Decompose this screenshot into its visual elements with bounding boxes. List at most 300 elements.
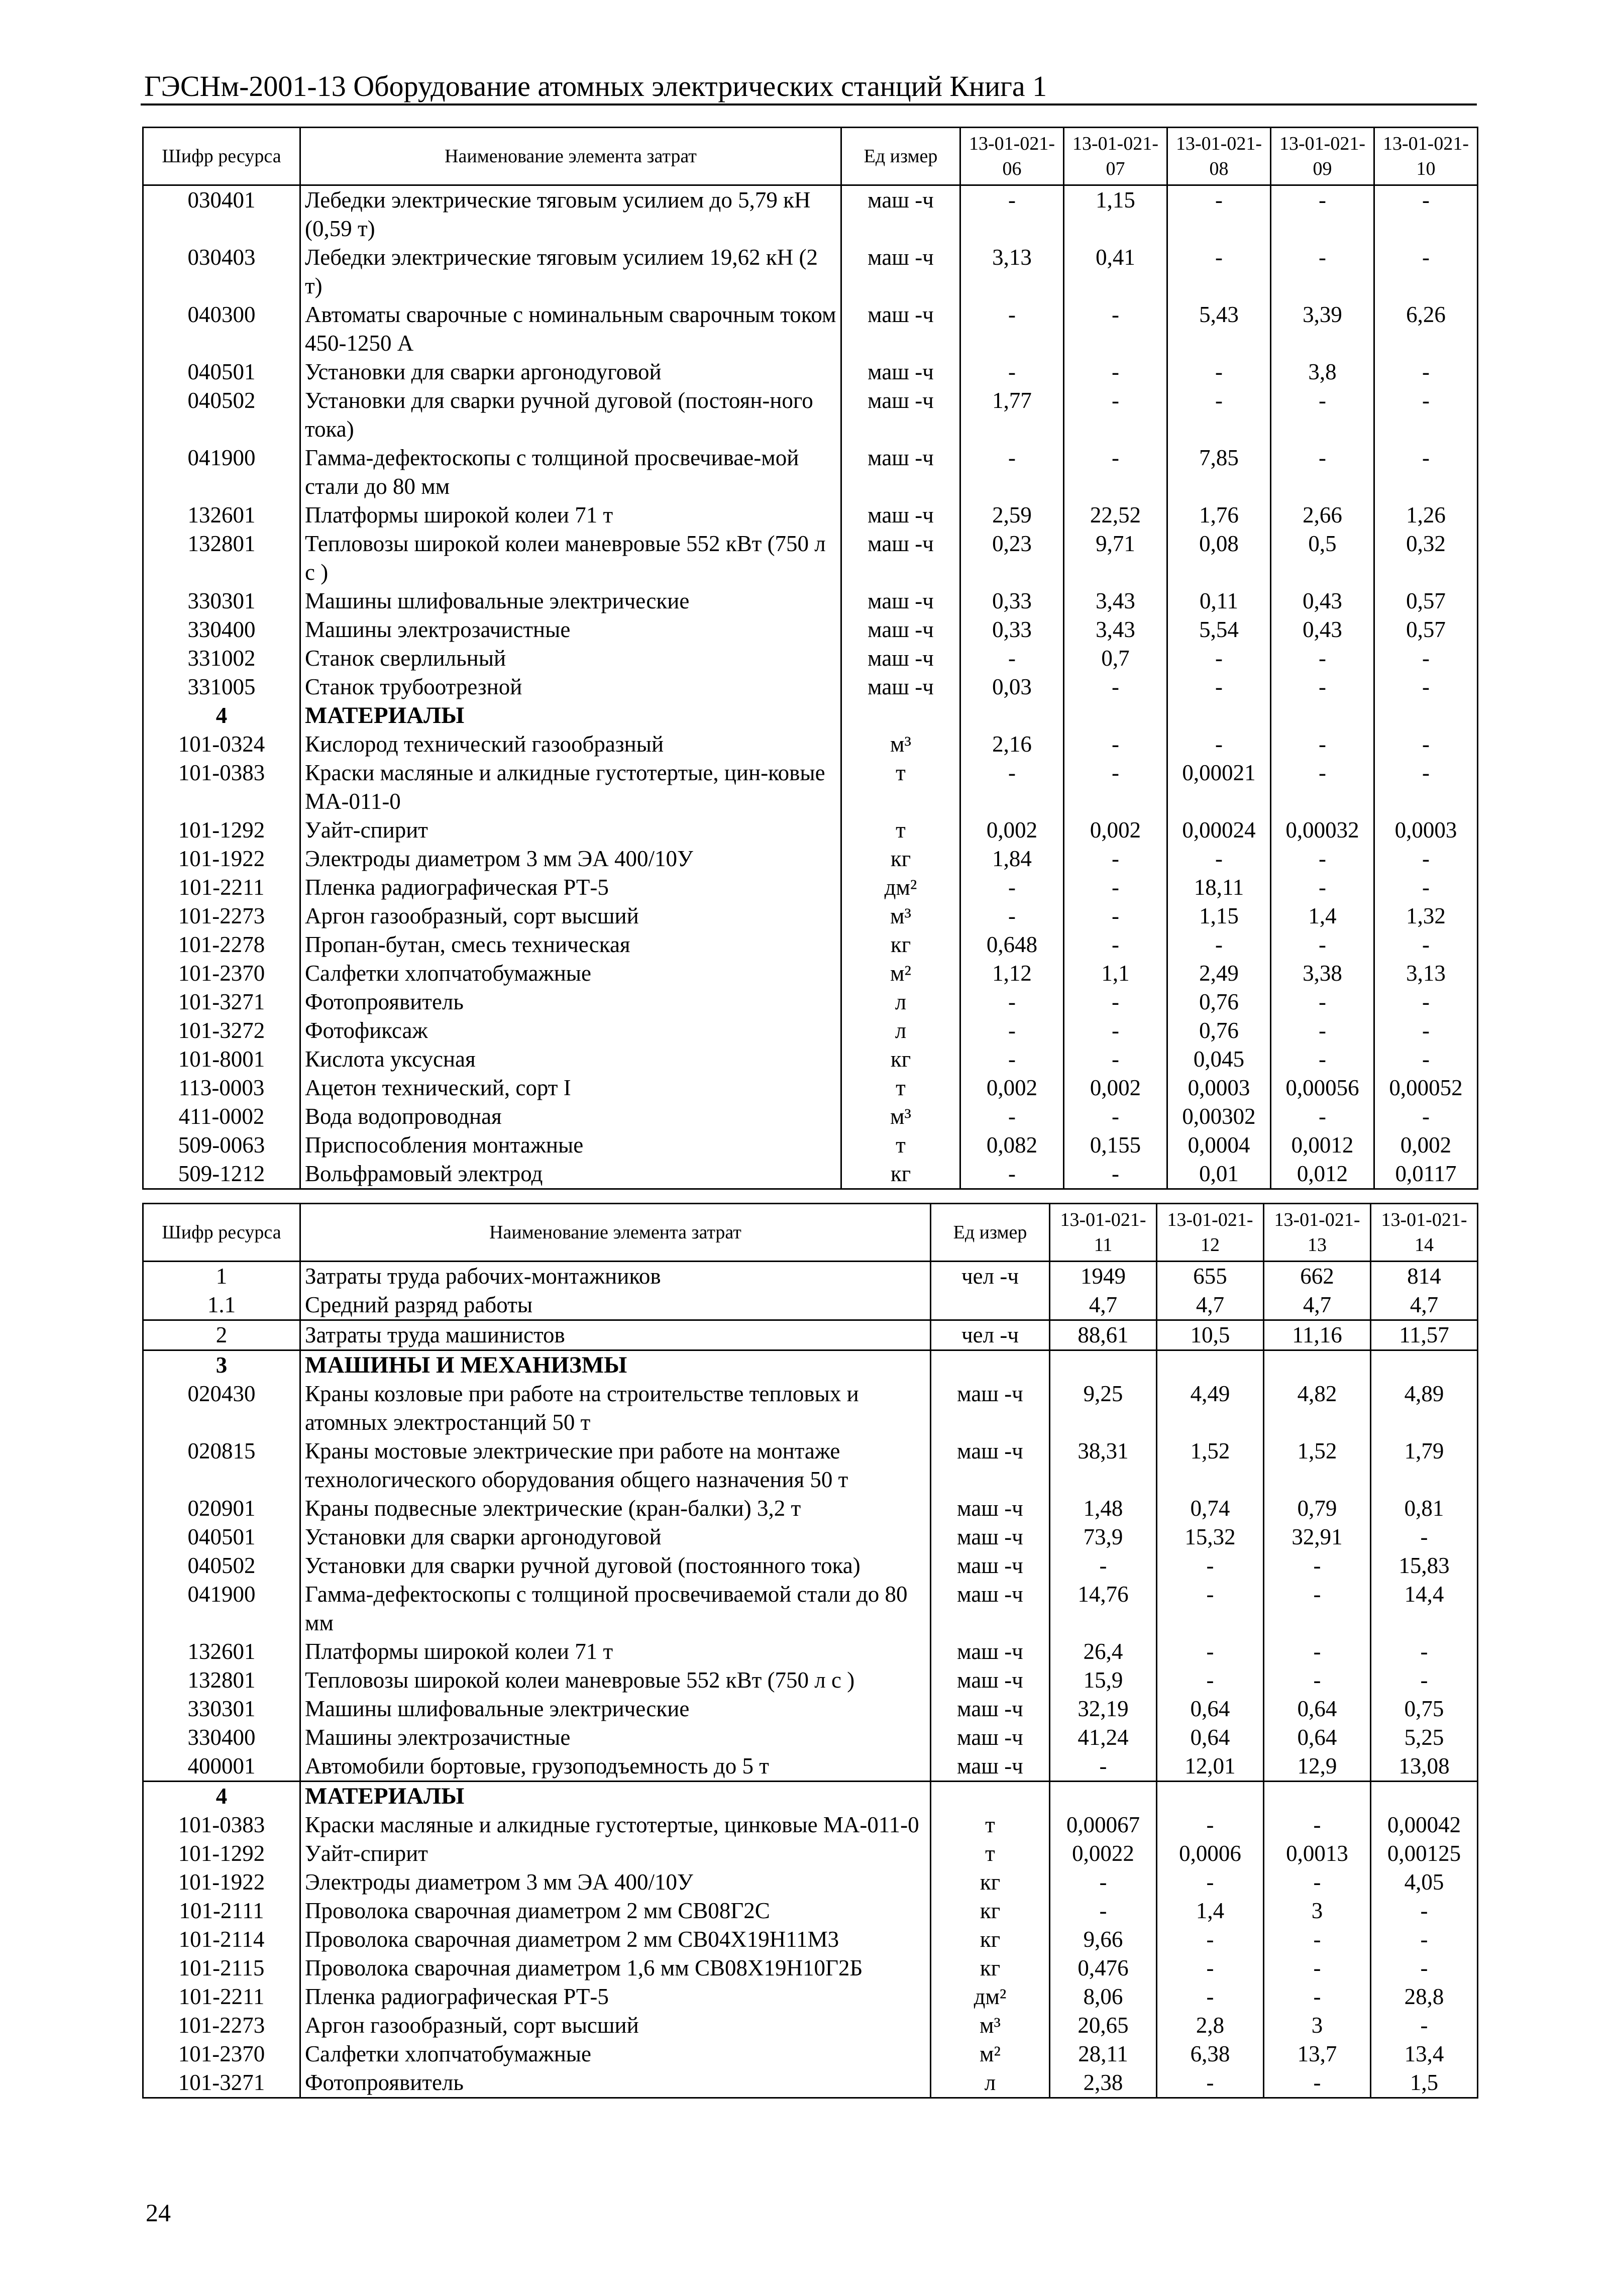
value-cell: 0,082 [960, 1131, 1064, 1160]
value-cell: - [1157, 1811, 1264, 1839]
value-cell: 1,32 [1374, 902, 1478, 930]
value-cell: 32,91 [1264, 1523, 1371, 1551]
table-row [143, 1925, 1478, 1954]
value-cell: - [1157, 1868, 1264, 1897]
value-cell: - [1264, 2068, 1371, 2098]
unit-cell: маш -ч [931, 1580, 1050, 1637]
value-cell: 0,0003 [1167, 1074, 1271, 1102]
header-name: Наименование элемента затрат [300, 128, 841, 185]
value-cell: - [1064, 300, 1167, 358]
value-cell: - [1374, 1016, 1478, 1045]
value-cell: - [1371, 1666, 1478, 1695]
resource-name: Краны козловые при работе на строительстве тепловых и атомных электростанций 50 т [300, 1380, 931, 1437]
value-cell: - [1064, 1160, 1167, 1189]
value-cell [1050, 1782, 1157, 1811]
value-cell: 0,57 [1374, 587, 1478, 615]
table-row [143, 358, 1478, 386]
value-cell: 2,16 [960, 730, 1064, 759]
header-col: 13-01-021-07 [1064, 128, 1167, 185]
value-cell: 6,26 [1374, 300, 1478, 358]
resource-name: Установки для сварки ручной дуговой (постоянного тока) [300, 1551, 931, 1580]
value-cell: 3,39 [1271, 300, 1374, 358]
value-cell [1157, 1782, 1264, 1811]
value-cell: 0,81 [1371, 1494, 1478, 1523]
unit-cell: маш -ч [931, 1437, 1050, 1494]
value-cell: - [1167, 930, 1271, 959]
value-cell: - [1264, 1811, 1371, 1839]
value-cell: 0,476 [1050, 1954, 1157, 1982]
resource-name: Аргон газообразный, сорт высший [300, 2011, 931, 2040]
resource-name: Проволока сварочная диаметром 1,6 мм СВ08Х19Н10Г2Б [300, 1954, 931, 1982]
value-cell: 3,38 [1271, 959, 1374, 988]
table-row [143, 988, 1478, 1016]
resource-name: Пленка радиографическая РТ-5 [300, 1982, 931, 2011]
value-cell: - [1271, 673, 1374, 701]
resource-code: 030401 [143, 185, 300, 244]
header-unit: Ед измер [931, 1204, 1050, 1262]
resource-name: Установки для сварки аргонодуговой [300, 1523, 931, 1551]
table-row [143, 1954, 1478, 1982]
resource-name: Ацетон технический, сорт I [300, 1074, 841, 1102]
value-cell: 2,66 [1271, 501, 1374, 530]
resource-code: 101-2211 [143, 873, 300, 902]
resource-code: 101-0383 [143, 759, 300, 816]
value-cell: - [1167, 730, 1271, 759]
value-cell: 0,00125 [1371, 1839, 1478, 1868]
value-cell: 0,64 [1157, 1695, 1264, 1723]
value-cell: 0,0013 [1264, 1839, 1371, 1868]
table-row [143, 1494, 1478, 1523]
unit-cell: маш -ч [841, 243, 960, 300]
resource-name: Салфетки хлопчатобумажные [300, 959, 841, 988]
value-cell: - [1374, 1045, 1478, 1074]
resource-code: 101-3271 [143, 988, 300, 1016]
table-row [143, 930, 1478, 959]
table-row [143, 1551, 1478, 1580]
value-cell: 0,33 [960, 615, 1064, 644]
value-cell: - [1064, 930, 1167, 959]
value-cell: - [1157, 1954, 1264, 1982]
value-cell: 0,75 [1371, 1695, 1478, 1723]
table-row [143, 1897, 1478, 1925]
value-cell: 0,33 [960, 587, 1064, 615]
value-cell: - [1167, 644, 1271, 673]
resource-name: Приспособления монтажные [300, 1131, 841, 1160]
value-cell: - [1374, 759, 1478, 816]
value-cell: 1,4 [1271, 902, 1374, 930]
resource-name: Салфетки хлопчатобумажные [300, 2040, 931, 2068]
resource-code: 331005 [143, 673, 300, 701]
value-cell: - [1064, 1016, 1167, 1045]
table-row [143, 1380, 1478, 1437]
value-cell: - [1064, 988, 1167, 1016]
unit-cell: м² [931, 2040, 1050, 2068]
value-cell: - [1064, 1102, 1167, 1131]
value-cell: - [1050, 1752, 1157, 1782]
value-cell: - [1374, 243, 1478, 300]
value-cell: 13,08 [1371, 1752, 1478, 1782]
resource-code: 030403 [143, 243, 300, 300]
unit-cell: дм² [841, 873, 960, 902]
value-cell: - [960, 1102, 1064, 1131]
value-cell: 1,26 [1374, 501, 1478, 530]
value-cell: 814 [1371, 1262, 1478, 1291]
page-header-title: ГЭСНм-2001-13 Оборудование атомных электрических станций Книга 1 [144, 70, 1047, 102]
value-cell [1167, 701, 1271, 730]
table-row [143, 1074, 1478, 1102]
value-cell: 0,00302 [1167, 1102, 1271, 1131]
unit-cell: кг [841, 845, 960, 873]
table-row [143, 1045, 1478, 1074]
value-cell: 0,002 [960, 816, 1064, 845]
unit-cell: маш -ч [931, 1666, 1050, 1695]
value-cell: - [1050, 1551, 1157, 1580]
resource-code: 1 [143, 1262, 300, 1291]
resource-code: 101-2278 [143, 930, 300, 959]
value-cell: 1,52 [1264, 1437, 1371, 1494]
value-cell: - [1264, 1637, 1371, 1666]
value-cell: 15,32 [1157, 1523, 1264, 1551]
value-cell: 0,32 [1374, 530, 1478, 587]
resource-name: Лебедки электрические тяговым усилием 19,62 кН (2 т) [300, 243, 841, 300]
value-cell: 0,0006 [1157, 1839, 1264, 1868]
value-cell: - [960, 300, 1064, 358]
header-code: Шифр ресурса [143, 128, 300, 185]
value-cell: 0,76 [1167, 988, 1271, 1016]
resource-code: 101-3271 [143, 2068, 300, 2098]
unit-cell [931, 1291, 1050, 1320]
unit-cell: т [841, 1074, 960, 1102]
value-cell: - [1271, 873, 1374, 902]
table-row [143, 615, 1478, 644]
value-cell: 0,74 [1157, 1494, 1264, 1523]
table-row [143, 2040, 1478, 2068]
value-cell: 0,64 [1157, 1723, 1264, 1752]
unit-cell: кг [841, 1160, 960, 1189]
unit-cell: кг [841, 1045, 960, 1074]
value-cell [1264, 1350, 1371, 1380]
value-cell: 2,8 [1157, 2011, 1264, 2040]
resource-code: 509-1212 [143, 1160, 300, 1189]
unit-cell: чел -ч [931, 1320, 1050, 1350]
value-cell: 0,0012 [1271, 1131, 1374, 1160]
unit-cell: маш -ч [841, 386, 960, 444]
header-col: 13-01-021-11 [1050, 1204, 1157, 1262]
table-row [143, 1752, 1478, 1782]
resource-code: 330301 [143, 587, 300, 615]
value-cell: 15,9 [1050, 1666, 1157, 1695]
resource-name: Проволока сварочная диаметром 2 мм СВ08Г2С [300, 1897, 931, 1925]
value-cell: - [1064, 873, 1167, 902]
table-row [143, 1523, 1478, 1551]
resource-name: Машины шлифовальные электрические [300, 587, 841, 615]
value-cell: 20,65 [1050, 2011, 1157, 2040]
value-cell: - [1264, 1666, 1371, 1695]
value-cell: - [1264, 1954, 1371, 1982]
resource-name: Аргон газообразный, сорт высший [300, 902, 841, 930]
resource-name: Вольфрамовый электрод [300, 1160, 841, 1189]
resource-name: Автоматы сварочные с номинальным сварочным током 450-1250 А [300, 300, 841, 358]
value-cell: 3,13 [960, 243, 1064, 300]
unit-cell: т [841, 1131, 960, 1160]
unit-cell: маш -ч [841, 358, 960, 386]
value-cell: - [1271, 988, 1374, 1016]
resource-code: 020430 [143, 1380, 300, 1437]
resource-name: Краны мостовые электрические при работе на монтаже технологического оборудования общего назначения 50 т [300, 1437, 931, 1494]
value-cell: 5,25 [1371, 1723, 1478, 1752]
resource-code: 3 [143, 1350, 300, 1380]
value-cell: 13,7 [1264, 2040, 1371, 2068]
unit-cell: кг [931, 1897, 1050, 1925]
table-row [143, 1262, 1478, 1291]
value-cell: - [1064, 759, 1167, 816]
value-cell: - [1167, 243, 1271, 300]
value-cell: 0,0004 [1167, 1131, 1271, 1160]
unit-cell: маш -ч [931, 1380, 1050, 1437]
unit-cell: маш -ч [841, 673, 960, 701]
value-cell [1264, 1782, 1371, 1811]
value-cell: - [1157, 1666, 1264, 1695]
value-cell: 5,43 [1167, 300, 1271, 358]
value-cell: 4,7 [1264, 1291, 1371, 1320]
value-cell: - [1264, 1982, 1371, 2011]
value-cell: 1949 [1050, 1262, 1157, 1291]
resource-code: 101-2115 [143, 1954, 300, 1982]
table-row [143, 444, 1478, 501]
value-cell: - [1064, 444, 1167, 501]
unit-cell: л [841, 1016, 960, 1045]
table-row [143, 1666, 1478, 1695]
value-cell: 0,23 [960, 530, 1064, 587]
resource-code: 411-0002 [143, 1102, 300, 1131]
resource-name: Установки для сварки аргонодуговой [300, 358, 841, 386]
value-cell: 14,4 [1371, 1580, 1478, 1637]
resource-name: Проволока сварочная диаметром 2 мм СВ04Х19Н11М3 [300, 1925, 931, 1954]
resource-name: Платформы широкой колеи 71 т [300, 1637, 931, 1666]
value-cell: - [1371, 2011, 1478, 2040]
value-cell: - [1271, 185, 1374, 244]
value-cell: 0,00032 [1271, 816, 1374, 845]
unit-cell: маш -ч [841, 501, 960, 530]
value-cell: 28,8 [1371, 1982, 1478, 2011]
value-cell: 2,59 [960, 501, 1064, 530]
value-cell: 1,79 [1371, 1437, 1478, 1494]
value-cell [1064, 701, 1167, 730]
value-cell: - [1064, 386, 1167, 444]
value-cell: 38,31 [1050, 1437, 1157, 1494]
unit-cell: м³ [841, 902, 960, 930]
value-cell: 4,89 [1371, 1380, 1478, 1437]
value-cell: - [1371, 1637, 1478, 1666]
value-cell: - [1371, 1954, 1478, 1982]
resource-code: 101-0383 [143, 1811, 300, 1839]
resource-name: Тепловозы широкой колеи маневровые 552 кВт (750 л с ) [300, 1666, 931, 1695]
value-cell: 1,15 [1064, 185, 1167, 244]
value-cell [1157, 1350, 1264, 1380]
unit-cell: маш -ч [931, 1723, 1050, 1752]
unit-cell: маш -ч [841, 444, 960, 501]
resource-name: Фотофиксаж [300, 1016, 841, 1045]
value-cell: - [1374, 386, 1478, 444]
unit-cell: м³ [841, 730, 960, 759]
value-cell: 5,54 [1167, 615, 1271, 644]
value-cell: 11,16 [1264, 1320, 1371, 1350]
resource-code: 101-1922 [143, 845, 300, 873]
resource-name: Вода водопроводная [300, 1102, 841, 1131]
resource-code: 020901 [143, 1494, 300, 1523]
resource-code: 509-0063 [143, 1131, 300, 1160]
resource-name: Лебедки электрические тяговым усилием до 5,79 кН (0,59 т) [300, 185, 841, 244]
resource-code: 101-2111 [143, 1897, 300, 1925]
resource-code: 101-3272 [143, 1016, 300, 1045]
value-cell: - [1064, 845, 1167, 873]
resource-code: 040502 [143, 386, 300, 444]
value-cell: - [1271, 1016, 1374, 1045]
unit-cell: маш -ч [931, 1523, 1050, 1551]
value-cell: 0,045 [1167, 1045, 1271, 1074]
value-cell: 12,9 [1264, 1752, 1371, 1782]
value-cell [960, 701, 1064, 730]
resource-code: 040300 [143, 300, 300, 358]
value-cell: 0,002 [1374, 1131, 1478, 1160]
table-row [143, 816, 1478, 845]
unit-cell: маш -ч [931, 1695, 1050, 1723]
unit-cell [841, 701, 960, 730]
value-cell: - [1264, 1580, 1371, 1637]
value-cell: 0,00067 [1050, 1811, 1157, 1839]
value-cell: 3,13 [1374, 959, 1478, 988]
resource-code: 040502 [143, 1551, 300, 1580]
resource-name: Кислота уксусная [300, 1045, 841, 1074]
resource-code: 040501 [143, 1523, 300, 1551]
value-cell: - [1050, 1897, 1157, 1925]
value-cell: - [1157, 2068, 1264, 2098]
resource-name: Тепловозы широкой колеи маневровые 552 кВт (750 л с ) [300, 530, 841, 587]
resource-name: Гамма-дефектоскопы с толщиной просвечиваемой стали до 80 мм [300, 1580, 931, 1637]
value-cell: - [960, 644, 1064, 673]
value-cell: - [1271, 644, 1374, 673]
resource-name: Станок сверлильный [300, 644, 841, 673]
value-cell: - [1374, 185, 1478, 244]
resource-name: Автомобили бортовые, грузоподъемность до 5 т [300, 1752, 931, 1782]
value-cell: 0,43 [1271, 615, 1374, 644]
value-cell: 3,43 [1064, 587, 1167, 615]
resource-code: 020815 [143, 1437, 300, 1494]
value-cell: - [960, 902, 1064, 930]
value-cell: - [1157, 1580, 1264, 1637]
value-cell: 0,00056 [1271, 1074, 1374, 1102]
resource-code: 330400 [143, 1723, 300, 1752]
value-cell: 0,08 [1167, 530, 1271, 587]
section-row [143, 701, 1478, 730]
value-cell: - [960, 873, 1064, 902]
value-cell: - [1374, 444, 1478, 501]
value-cell: - [1167, 358, 1271, 386]
table-row [143, 845, 1478, 873]
value-cell: 0,648 [960, 930, 1064, 959]
value-cell: 662 [1264, 1262, 1371, 1291]
resource-code: 101-2211 [143, 1982, 300, 2011]
unit-cell: маш -ч [841, 530, 960, 587]
table-row [143, 2068, 1478, 2098]
value-cell: 9,25 [1050, 1380, 1157, 1437]
section-row [143, 1782, 1478, 1811]
value-cell: - [1271, 759, 1374, 816]
table-row [143, 1982, 1478, 2011]
resource-name: Машины шлифовальные электрические [300, 1695, 931, 1723]
header-name: Наименование элемента затрат [300, 1204, 931, 1262]
table-row [143, 185, 1478, 244]
value-cell [1371, 1350, 1478, 1380]
unit-cell: маш -ч [841, 587, 960, 615]
resource-code: 101-1292 [143, 1839, 300, 1868]
resource-name: Машины электрозачистные [300, 615, 841, 644]
value-cell: - [1374, 730, 1478, 759]
table-row [143, 1102, 1478, 1131]
table-row [143, 530, 1478, 587]
header-col: 13-01-021-10 [1374, 128, 1478, 185]
table-row [143, 959, 1478, 988]
resource-code: 4 [143, 1782, 300, 1811]
value-cell: - [1064, 673, 1167, 701]
resource-code: 041900 [143, 444, 300, 501]
table-body-1 [143, 185, 1478, 1189]
table-row [143, 1811, 1478, 1839]
table-row [143, 644, 1478, 673]
resource-code: 101-2370 [143, 959, 300, 988]
resource-name: Краны подвесные электрические (кран-балки) 3,2 т [300, 1494, 931, 1523]
value-cell: 3 [1264, 2011, 1371, 2040]
resource-name: Кислород технический газообразный [300, 730, 841, 759]
table-header-row [143, 1204, 1478, 1262]
unit-cell: маш -ч [841, 644, 960, 673]
resource-code: 101-2370 [143, 2040, 300, 2068]
value-cell [1050, 1350, 1157, 1380]
header-unit: Ед измер [841, 128, 960, 185]
resource-name: Гамма-дефектоскопы с толщиной просвечивае-мой стали до 80 мм [300, 444, 841, 501]
value-cell: 4,49 [1157, 1380, 1264, 1437]
table-row [143, 1016, 1478, 1045]
value-cell: 1,52 [1157, 1437, 1264, 1494]
value-cell: - [1371, 1897, 1478, 1925]
table-row [143, 1437, 1478, 1494]
value-cell [1374, 701, 1478, 730]
value-cell: 0,0117 [1374, 1160, 1478, 1189]
value-cell: - [1271, 386, 1374, 444]
value-cell: - [960, 759, 1064, 816]
value-cell: - [1157, 1925, 1264, 1954]
value-cell: 0,00021 [1167, 759, 1271, 816]
resource-code: 101-2114 [143, 1925, 300, 1954]
value-cell: 3,43 [1064, 615, 1167, 644]
value-cell: 0,00024 [1167, 816, 1271, 845]
value-cell: 0,155 [1064, 1131, 1167, 1160]
header-col: 13-01-021-08 [1167, 128, 1271, 185]
value-cell: - [960, 444, 1064, 501]
value-cell: 4,82 [1264, 1380, 1371, 1437]
resource-name: Затраты труда машинистов [300, 1320, 931, 1350]
value-cell: - [1064, 1045, 1167, 1074]
resource-name: МАШИНЫ И МЕХАНИЗМЫ [300, 1350, 931, 1380]
value-cell: - [1374, 988, 1478, 1016]
value-cell: 26,4 [1050, 1637, 1157, 1666]
value-cell: - [960, 988, 1064, 1016]
value-cell: 10,5 [1157, 1320, 1264, 1350]
value-cell: 8,06 [1050, 1982, 1157, 2011]
resource-name: Затраты труда рабочих-монтажников [300, 1262, 931, 1291]
value-cell: 1,12 [960, 959, 1064, 988]
value-cell: 4,05 [1371, 1868, 1478, 1897]
